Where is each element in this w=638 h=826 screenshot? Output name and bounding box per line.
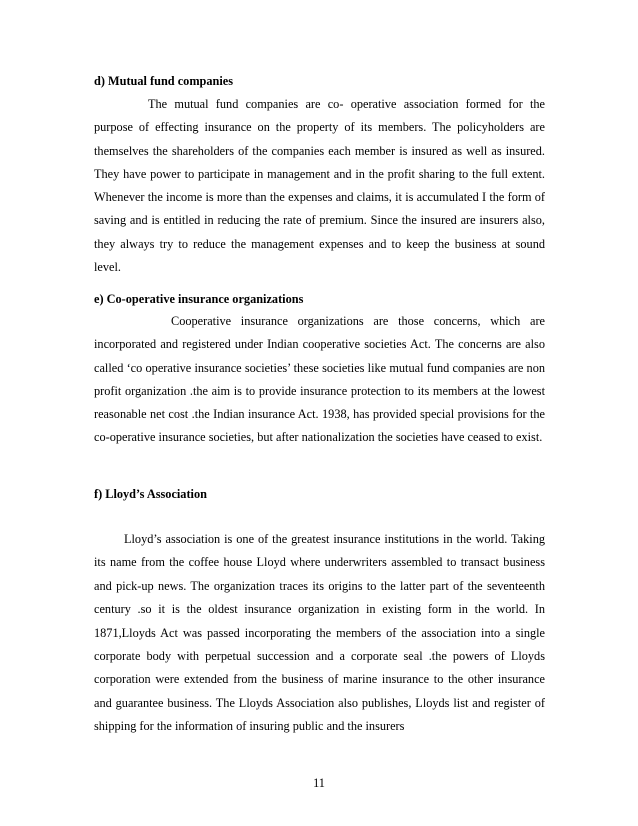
section-body-mutual-fund-companies: The mutual fund companies are co- operative association formed for the purpose of effecting insurance on the property of its members. The policyholders are themselves the shareholders of the companies each member is insured as well as insured. They have power to participate in management and in the profit sharing to the full extent. Whenever the income is more than the expenses and claims, it is accumulated I the form of saving and is entitled in reducing the rate of premium. Since the insured are insurers also, they always try to reduce the management expenses and to keep the business at sound level. bbox=[94, 97, 545, 275]
section-body-lloyds-association: Lloyd’s association is one of the greatest insurance institutions in the world. Taking its name from the coffee house Lloyd where underwriters assembled to transact business and pick-up news. The organization traces its origins to the latter part of the seventeenth century .so it is the oldest insurance organization in existing form in the world. In 1871,Lloyds Act was passed incorporating the members of the association into a single corporate body with perpetual succession and a corporate seal .the powers of Lloyds corporation were extended from the business of marine insurance to the other insurance and guarantee business. The Lloyds Association also publishes, Lloyds list and register of shipping for the information of insuring public and the insurers bbox=[94, 532, 545, 734]
section-heading-cooperative-insurance: e) Co-operative insurance organizations bbox=[94, 292, 304, 306]
section-heading-lloyds-association: f) Lloyd’s Association bbox=[94, 487, 207, 501]
page-number: 11 bbox=[313, 776, 325, 790]
section-heading-mutual-fund-companies: d) Mutual fund companies bbox=[94, 74, 234, 88]
section-body-cooperative-insurance: Cooperative insurance organizations are those concerns, which are incorporated and registered under Indian cooperative societies Act. The concerns are also called ‘co operative insurance societies’ these societies like mutual fund companies are non profit organization .the aim is to provide insurance protection to its members at the lowest reasonable net cost .the Indian insurance Act. 1938, has provided special provisions for the co-operative insurance societies, but after nationalization the societies have ceased to exist. bbox=[94, 314, 545, 445]
